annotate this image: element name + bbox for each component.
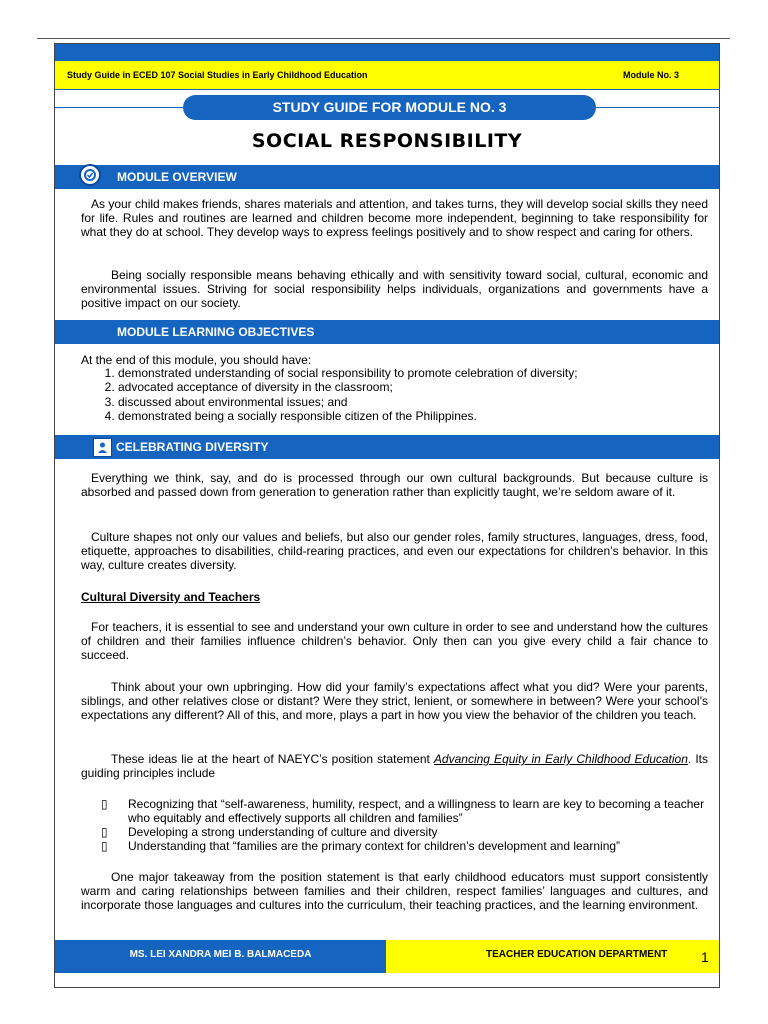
header-blue-bar [55, 44, 719, 61]
footer-department: TEACHER EDUCATION DEPARTMENT [486, 949, 668, 960]
objectives-intro: At the end of this module, you should have: [81, 353, 312, 367]
list-item: ▯ Recognizing that “self-awareness, humility, respect, and a willingness to learn are key to becoming a teacher who equitably and effectively supports all children and families” [101, 797, 705, 825]
module-overview-bar [55, 165, 719, 189]
top-rule [37, 38, 730, 39]
bullet-marker: ▯ [101, 825, 108, 839]
naeyc-statement-title: Advancing Equity in Early Childhood Education [433, 752, 688, 766]
overview-paragraph-1: As your child makes friends, shares materials and attention, and takes turns, they will develop social skills they need for life. Rules and routines are learned and children become more independent, beginning to take responsibility for what they do at school. They develop ways to express feelings positively and to show respect and caring for others. [81, 197, 708, 239]
list-item: 4. demonstrated being a socially responsible citizen of the Philippines. [118, 409, 708, 423]
study-guide-title: Study Guide in ECED 107 Social Studies in Early Childhood Education [67, 70, 368, 80]
objectives-list [81, 366, 708, 424]
learning-objectives-bar [55, 320, 719, 344]
overview-paragraph-2: Being socially responsible means behaving ethically and with sensitivity toward social, cultural, economic and environmental issues. Striving for social responsibility helps individuals, organizations and governments have a positive impact on our society. [81, 268, 708, 310]
module-overview-heading: MODULE OVERVIEW [117, 170, 237, 184]
footer-department-box [386, 940, 719, 973]
celebrating-diversity-bar [55, 435, 719, 459]
list-item: ▯ Developing a strong understanding of culture and diversity [101, 825, 438, 839]
module-number: Module No. 3 [623, 70, 679, 80]
diversity-paragraph-1: Everything we think, say, and do is processed through our own cultural backgrounds. But because culture is absorbed and passed down from generation to generation rather than explicitly taught, we’re seldom aware of it. [81, 471, 708, 499]
diversity-paragraph-3: For teachers, it is essential to see and understand your own culture in order to see and understand how the cultures of children and their families influence children’s behavior. Only then can you give every child a fair chance to succeed. [81, 620, 708, 662]
guiding-principles-list [101, 797, 711, 853]
page-title: SOCIAL RESPONSIBILITY [251, 130, 523, 152]
diversity-paragraph-6: One major takeaway from the position statement is that early childhood educators must support consistently warm and caring relationships between families and their children, respect families’ languages and cultures, and incorporate those languages and cultures into the curriculum, their teaching practices, and the learning environment. [81, 870, 708, 912]
list-item: 3. discussed about environmental issues; and [118, 395, 708, 409]
footer-author: MS. LEI XANDRA MEI B. BALMACEDA [55, 940, 386, 973]
bullet-marker: ▯ [101, 797, 108, 811]
bullet-marker: ▯ [101, 839, 108, 853]
celebrating-diversity-heading: CELEBRATING DIVERSITY [116, 440, 269, 454]
cultural-diversity-subheading: Cultural Diversity and Teachers [81, 590, 261, 604]
list-item: ▯ Understanding that “families are the primary context for children’s development and learning” [101, 839, 621, 853]
study-guide-banner: STUDY GUIDE FOR MODULE NO. 3 [183, 95, 596, 120]
learning-objectives-heading: MODULE LEARNING OBJECTIVES [117, 325, 315, 339]
diversity-paragraph-4: Think about your own upbringing. How did your family’s expectations affect what you did? Were your parents, siblings, and other relatives close or distant? Were they strict, lenient, or somewhere in between? Were your school’s expectations any different? All of this, and more, plays a part in how you view the behavior of the children you teach. [81, 680, 708, 722]
diversity-paragraph-2: Culture shapes not only our values and beliefs, but also our gender roles, family structures, languages, dress, food, etiquette, approaches to disabilities, child-rearing practices, and even our expectations for children’s behavior. In this way, culture creates diversity. [81, 530, 708, 572]
diversity-paragraph-5: These ideas lie at the heart of NAEYC’s position statement Advancing Equity in Early Childhood Education. Its guiding principles include [81, 752, 709, 780]
list-item: 1. demonstrated understanding of social responsibility to promote celebration of diversity; [118, 366, 708, 380]
page-number: 1 [701, 949, 709, 965]
document-icon [93, 438, 112, 457]
search-icon [79, 164, 101, 186]
list-item: 2. advocated acceptance of diversity in the classroom; [118, 380, 708, 394]
